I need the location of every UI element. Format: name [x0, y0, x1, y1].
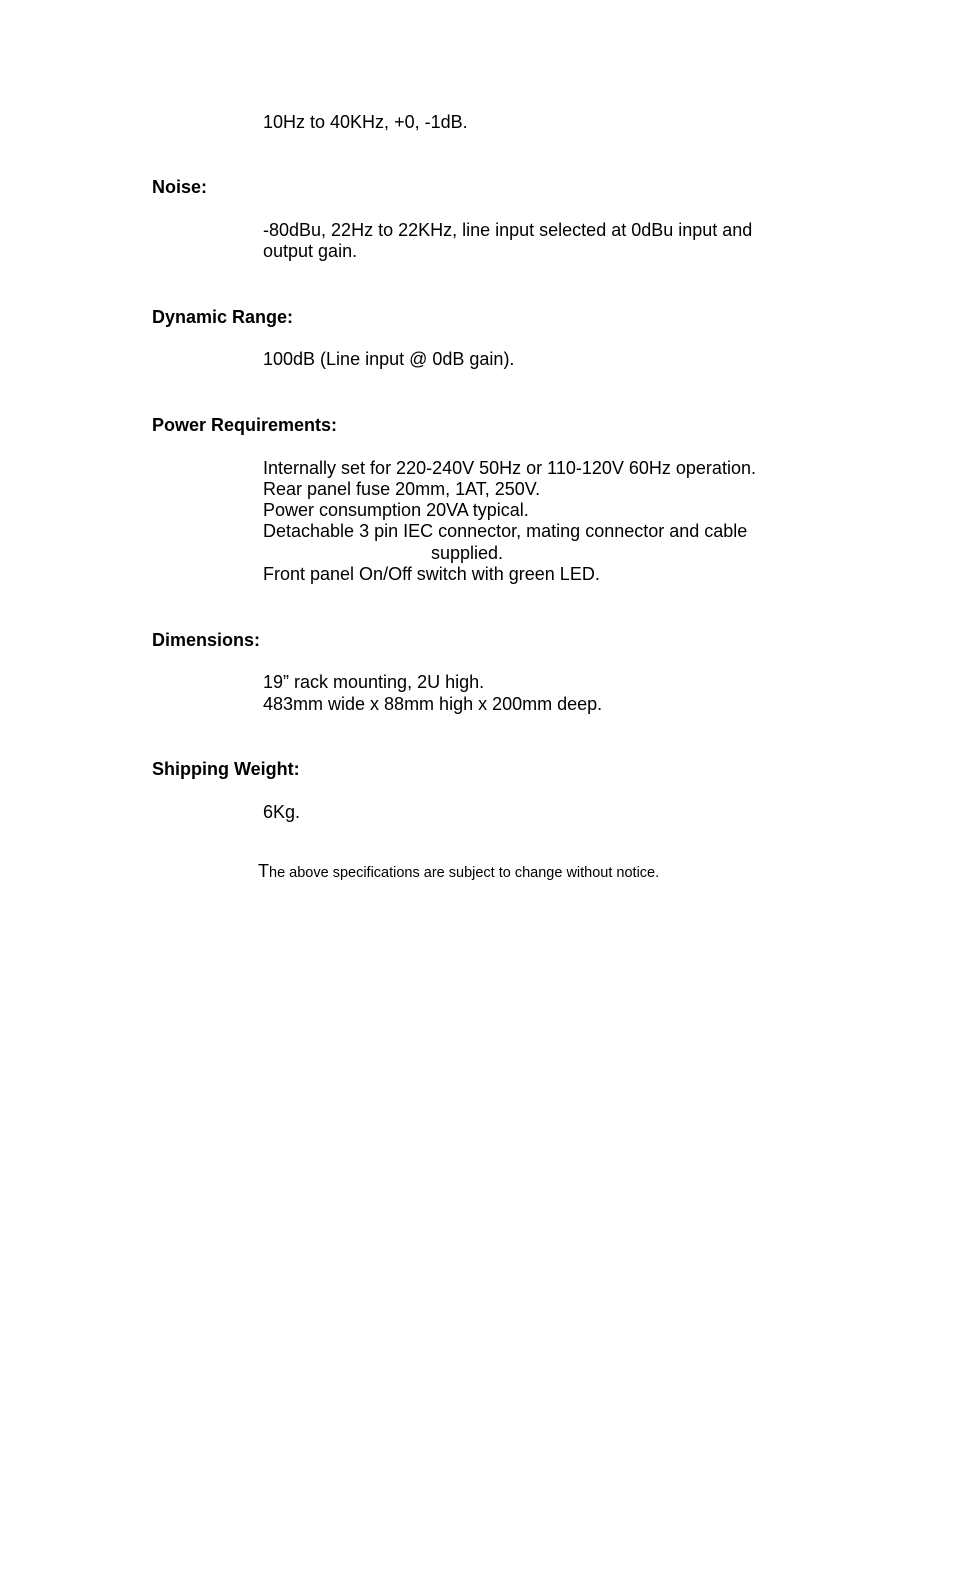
- notice-first-letter: T: [258, 861, 269, 881]
- noise-heading: Noise:: [152, 177, 208, 197]
- dynamic-range-value: 100dB (Line input @ 0dB gain).: [263, 349, 515, 369]
- power-line-5: supplied.: [431, 543, 504, 563]
- shipping-weight-value: 6Kg.: [263, 802, 301, 822]
- power-line-6: Front panel On/Off switch with green LED.: [263, 564, 600, 584]
- dimensions-line-1: 19” rack mounting, 2U high.: [263, 672, 485, 692]
- power-line-2: Rear panel fuse 20mm, 1AT, 250V.: [263, 479, 541, 499]
- frequency-response-value: 10Hz to 40KHz, +0, -1dB.: [263, 112, 468, 132]
- power-line-3: Power consumption 20VA typical.: [263, 500, 529, 520]
- power-line-1: Internally set for 220-240V 50Hz or 110-120V 60Hz operation.: [263, 458, 756, 478]
- notice-text: he above specifications are subject to change without notice.: [269, 865, 660, 881]
- power-line-4: Detachable 3 pin IEC connector, mating connector and cable: [263, 521, 748, 541]
- dimensions-line-2: 483mm wide x 88mm high x 200mm deep.: [263, 694, 603, 714]
- power-requirements-heading: Power Requirements:: [152, 415, 338, 435]
- dimensions-heading: Dimensions:: [152, 630, 261, 650]
- noise-line-1: -80dBu, 22Hz to 22KHz, line input selected at 0dBu input and: [263, 220, 753, 240]
- noise-line-2: output gain.: [263, 241, 358, 261]
- specifications-notice: [258, 861, 659, 884]
- dynamic-range-heading: Dynamic Range:: [152, 307, 294, 327]
- shipping-weight-heading: Shipping Weight:: [152, 759, 300, 779]
